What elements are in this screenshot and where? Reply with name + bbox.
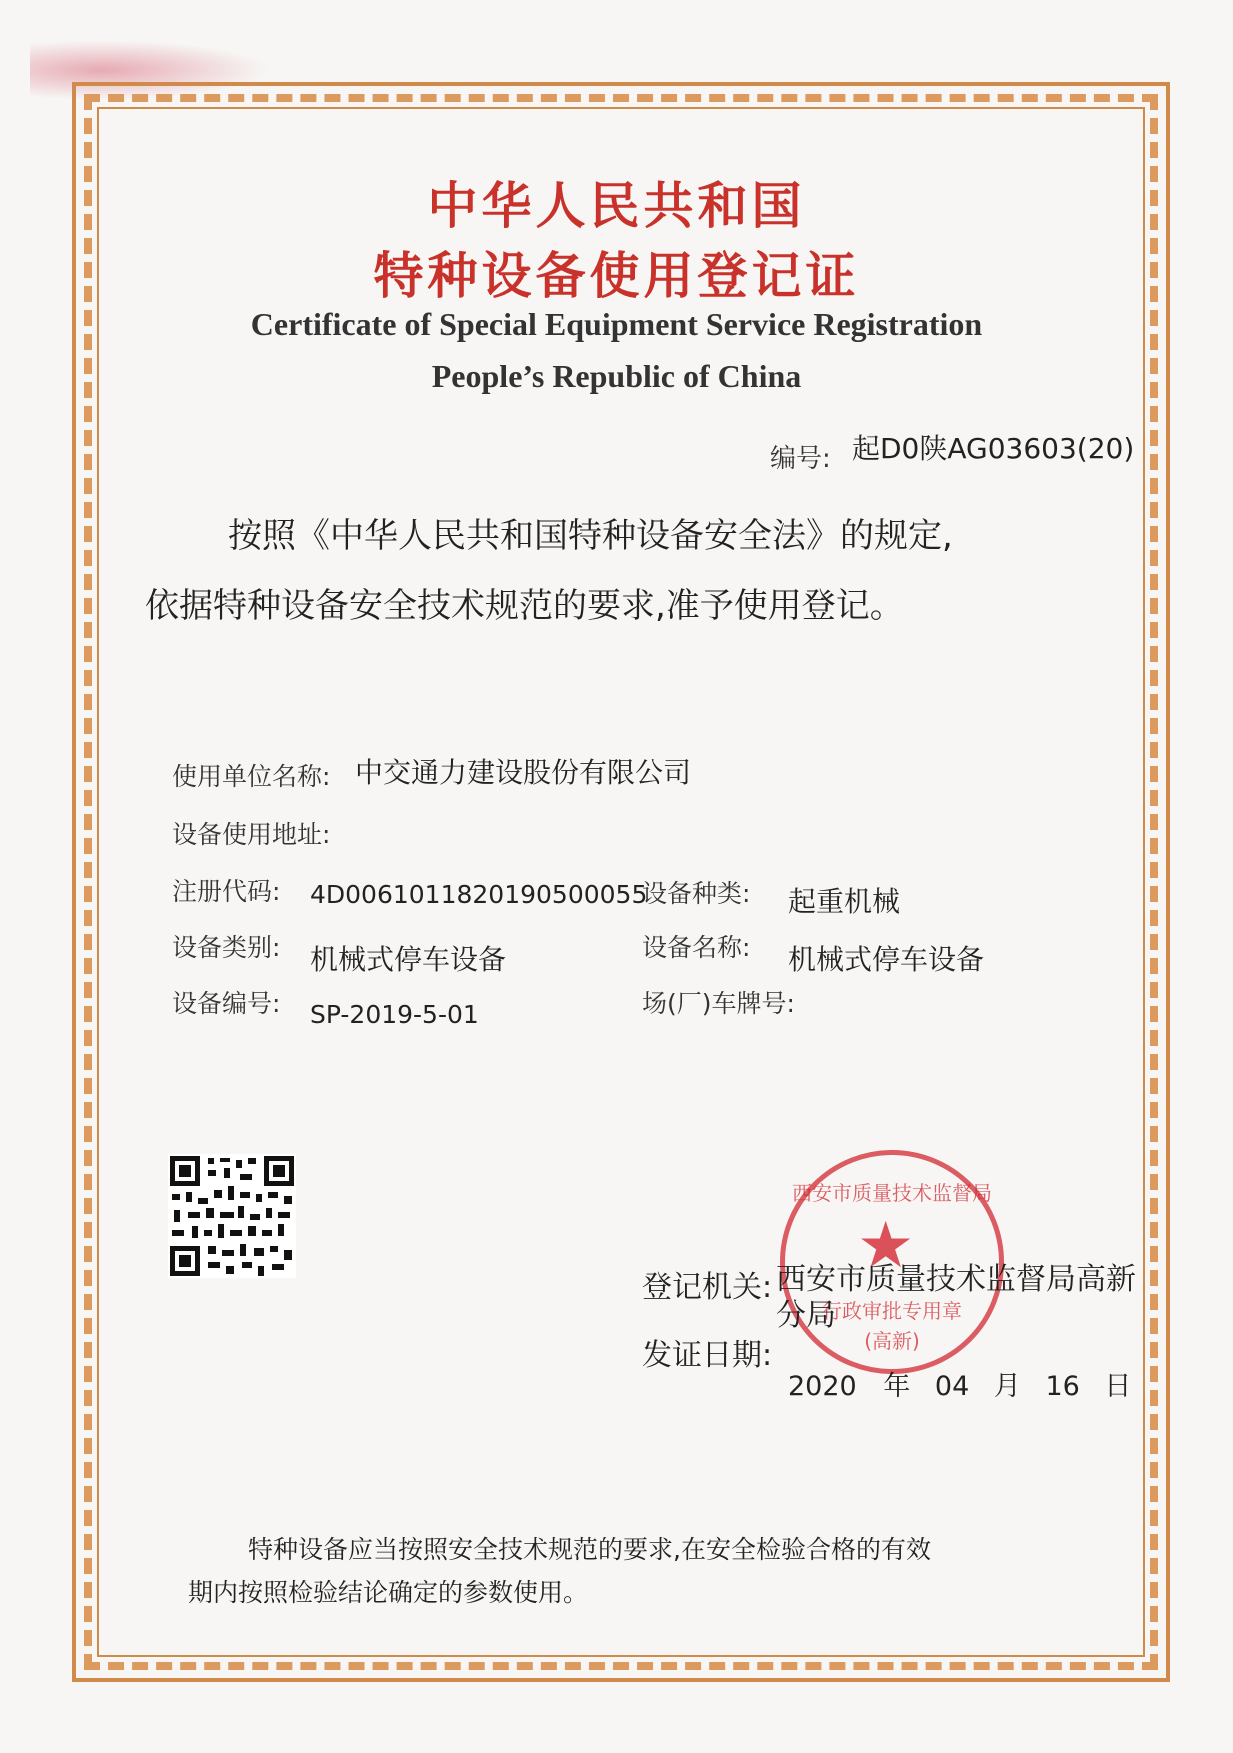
issue-year-unit: 年: [883, 1371, 911, 1402]
issue-date-label: 发证日期:: [642, 1338, 773, 1373]
reg-code-value: 4D0061011820190500055: [310, 880, 648, 909]
note-line2: 期内按照检验结论确定的参数使用。: [188, 1578, 589, 1607]
equip-type-value: 起重机械: [788, 885, 901, 918]
title-cn-line1: 中华人民共和国: [427, 177, 806, 235]
equip-no-label: 设备编号:: [172, 989, 281, 1018]
authority-label: 登记机关:: [642, 1270, 773, 1305]
seal-top-text: 西安市质量技术监督局: [792, 1181, 992, 1205]
issue-month-unit: 月: [993, 1371, 1021, 1402]
title-en-line2: People’s Republic of China: [431, 358, 802, 394]
address-label: 设备使用地址:: [172, 820, 331, 849]
intro-line2: 依据特种设备安全技术规范的要求,准予使用登记。: [145, 586, 904, 626]
equip-name-value: 机械式停车设备: [788, 943, 985, 976]
title-en-line1: Certificate of Special Equipment Service Registration: [250, 306, 983, 342]
authority-value-line1: 西安市质量技术监督局高新: [776, 1262, 1136, 1297]
equip-category-label: 设备类别:: [172, 933, 281, 962]
issue-day: 16: [1045, 1371, 1080, 1402]
user-unit-value: 中交通力建设股份有限公司: [355, 756, 692, 789]
issue-date: [788, 1364, 1131, 1403]
reg-code-label: 注册代码:: [172, 877, 281, 906]
star-icon: ★: [857, 1209, 915, 1283]
seal-bottom-text: 行政审批专用章: [822, 1299, 962, 1323]
equip-no-value: SP-2019-5-01: [310, 1000, 479, 1029]
certificate-number-value: 起D0陕AG03603(20): [852, 432, 1135, 465]
intro-line1: 按照《中华人民共和国特种设备安全法》的规定,: [228, 516, 953, 556]
issue-month: 04: [934, 1371, 970, 1402]
title-cn-line2: 特种设备使用登记证: [373, 247, 860, 305]
authority-value-line2: 分局: [776, 1298, 836, 1333]
equip-type-label: 设备种类:: [642, 879, 751, 908]
qr-code-icon[interactable]: [168, 1154, 296, 1278]
plate-label: 场(厂)车牌号:: [642, 989, 795, 1018]
issue-year: 2020: [788, 1371, 857, 1402]
seal-sub-text: (高新): [864, 1329, 920, 1353]
equip-name-label: 设备名称:: [642, 933, 751, 962]
user-unit-label: 使用单位名称:: [172, 762, 331, 791]
note-line1: 特种设备应当按照安全技术规范的要求,在安全检验合格的有效: [248, 1535, 931, 1564]
equip-category-value: 机械式停车设备: [310, 943, 507, 976]
issue-day-unit: 日: [1104, 1371, 1132, 1402]
certificate-number-label: 编号:: [770, 444, 831, 474]
